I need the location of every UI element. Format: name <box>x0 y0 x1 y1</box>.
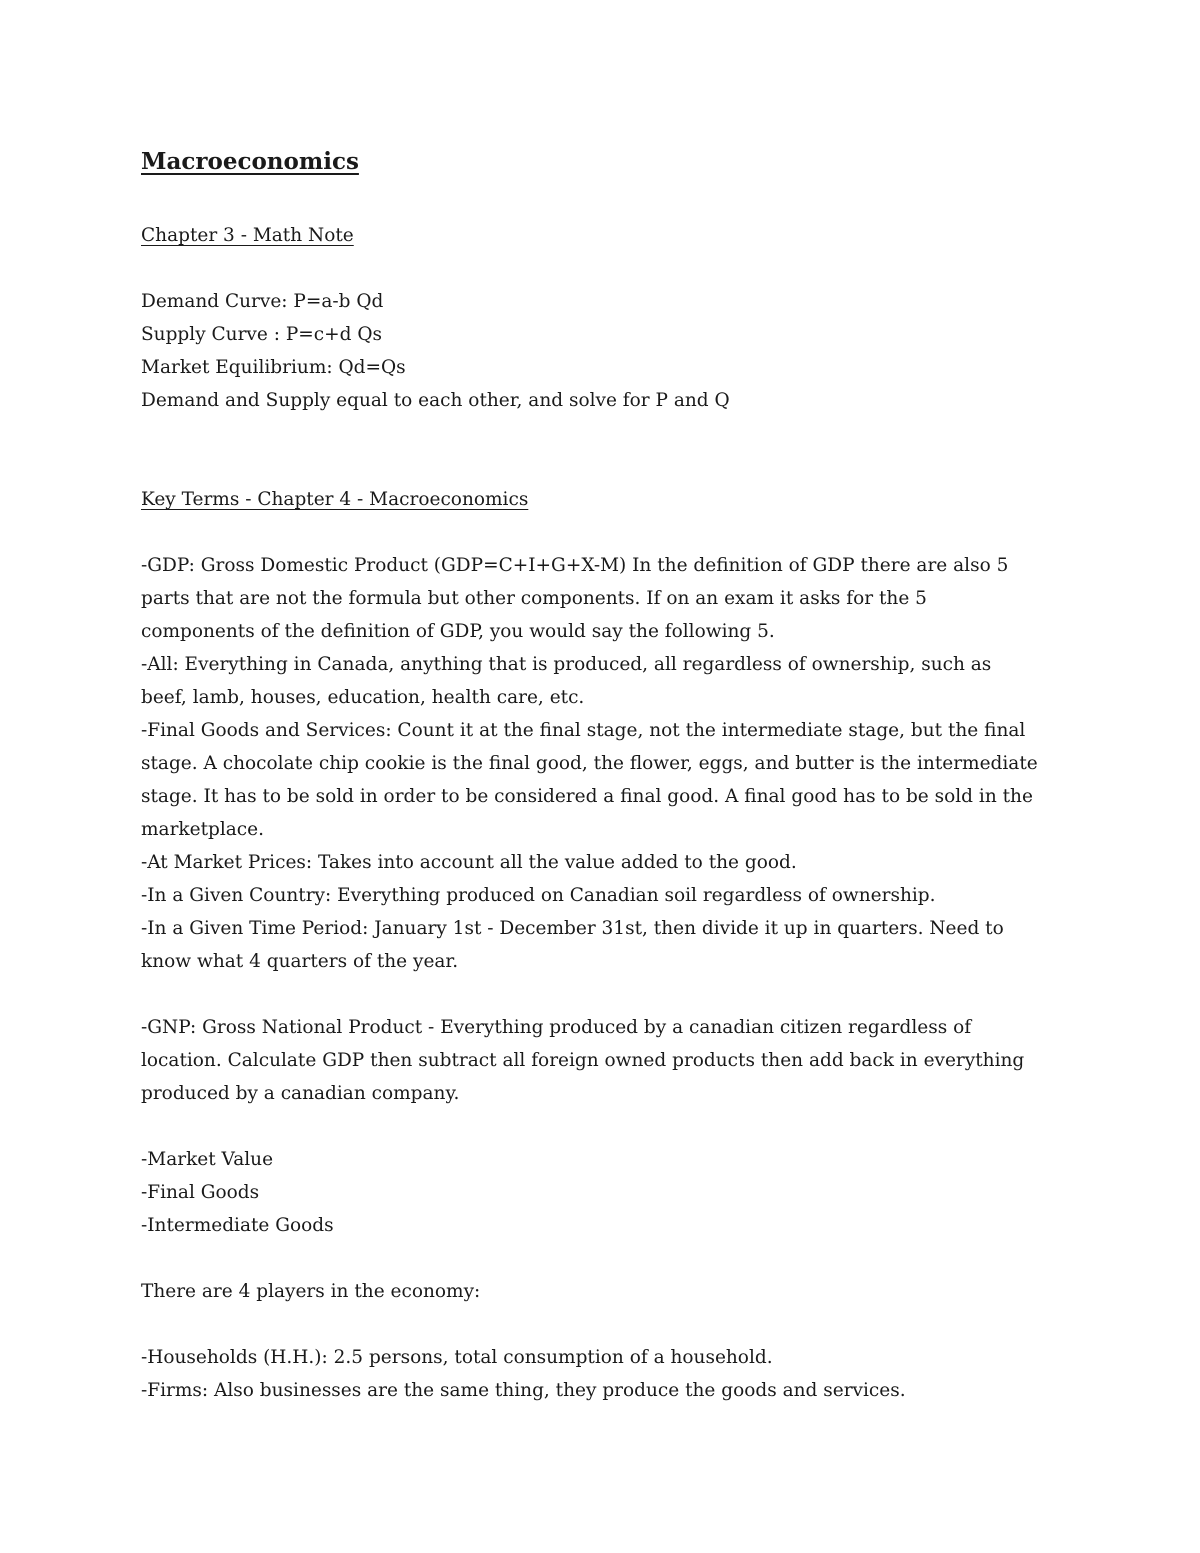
spacer <box>141 252 1061 285</box>
chapter3-heading: Chapter 3 - Math Note <box>141 225 354 246</box>
market-equilibrium-line: Market Equilibrium: Qd=Qs <box>141 357 406 378</box>
gnp-line: location. Calculate GDP then subtract all foreign owned products then add back in everything <box>141 1050 1025 1071</box>
list-item: -Market Value <box>141 1149 274 1170</box>
gdp-line: -Final Goods and Services: Count it at the final stage, not the intermediate stage, but the final <box>141 720 1026 741</box>
gdp-line: -All: Everything in Canada, anything that is produced, all regardless of ownership, such as <box>141 654 992 675</box>
gdp-line: stage. It has to be sold in order to be considered a final good. A final good has to be sold in the <box>141 786 1033 807</box>
spacer <box>141 1308 1061 1341</box>
spacer <box>141 1242 1061 1275</box>
players-line: -Households (H.H.): 2.5 persons, total consumption of a household. <box>141 1347 773 1368</box>
solve-line: Demand and Supply equal to each other, and solve for P and Q <box>141 390 730 411</box>
list-item: -Final Goods <box>141 1182 260 1203</box>
spacer <box>141 516 1061 549</box>
gdp-line: beef, lamb, houses, education, health care, etc. <box>141 687 585 708</box>
chapter4-heading: Key Terms - Chapter 4 - Macroeconomics <box>141 489 529 510</box>
gnp-line: produced by a canadian company. <box>141 1083 460 1104</box>
document-title: Macroeconomics <box>141 148 359 175</box>
players-line: -Firms: Also businesses are the same thing, they produce the goods and services. <box>141 1380 906 1401</box>
spacer <box>141 1110 1061 1143</box>
gdp-line: -At Market Prices: Takes into account all the value added to the good. <box>141 852 797 873</box>
gdp-line: -In a Given Country: Everything produced on Canadian soil regardless of ownership. <box>141 885 936 906</box>
spacer <box>141 978 1061 1011</box>
document-page <box>141 146 1061 1407</box>
gdp-line: marketplace. <box>141 819 264 840</box>
gnp-line: -GNP: Gross National Product - Everything produced by a canadian citizen regardless of <box>141 1017 972 1038</box>
list-item: -Intermediate Goods <box>141 1215 334 1236</box>
spacer <box>141 417 1061 483</box>
supply-curve-line: Supply Curve : P=c+d Qs <box>141 324 383 345</box>
gdp-line: components of the definition of GDP, you would say the following 5. <box>141 621 775 642</box>
gdp-line: stage. A chocolate chip cookie is the final good, the flower, eggs, and butter is the intermediate <box>141 753 1038 774</box>
gdp-line: -GDP: Gross Domestic Product (GDP=C+I+G+X-M) In the definition of GDP there are also 5 <box>141 555 1009 576</box>
gdp-line: -In a Given Time Period: January 1st - December 31st, then divide it up in quarters. Need to <box>141 918 1004 939</box>
demand-curve-line: Demand Curve: P=a-b Qd <box>141 291 384 312</box>
players-intro: There are 4 players in the economy: <box>141 1281 481 1302</box>
gdp-line: parts that are not the formula but other components. If on an exam it asks for the 5 <box>141 588 927 609</box>
gdp-line: know what 4 quarters of the year. <box>141 951 459 972</box>
